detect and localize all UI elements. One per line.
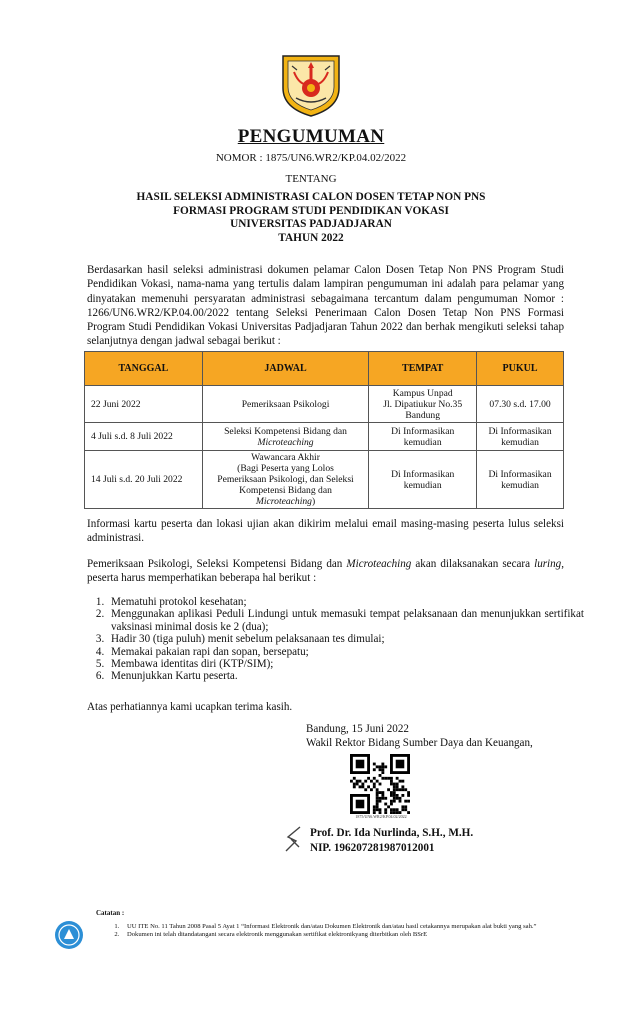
footer-note: 1. UU ITE No. 11 Tahun 2008 Pasal 5 Ayat 1 “Informasi Elektronik dan/atau Dokumen Elektronik dan/atau hasil cetakannya merupakan alat bukti yang sah.” <box>121 923 581 931</box>
table-row <box>85 386 564 423</box>
tempat-line: Kampus Unpad <box>392 387 453 399</box>
signer-position: Wakil Rektor Bidang Sumber Daya dan Keuangan, <box>306 737 533 749</box>
list-item: 4. Memakai pakaian rapi dan sopan, bersepatu; <box>107 646 584 658</box>
schedule-table <box>84 351 564 509</box>
list-item: 6. Menunjukkan Kartu peserta. <box>107 670 584 682</box>
jadwal-italic: Microteaching <box>257 436 314 448</box>
footer-note: 2. Dokumen ini telah ditandatangani secara elektronik menggunakan sertifikat elektronikyang diterbitkan oleh BSrE <box>121 931 581 939</box>
info-kartu-paragraph: Informasi kartu peserta dan lokasi ujian akan dikirim melalui email masing-masing peserta lulus seleksi administrasi. <box>87 518 564 545</box>
heading-line: UNIVERSITAS PADJADJARAN <box>230 218 392 230</box>
footer-label: Catatan : <box>96 909 125 917</box>
list-item: 2. Menggunakan aplikasi Peduli Lindungi untuk memasuki tempat pelaksanaan dan menunjukkan sertifikat vaksinasi minimal dosis ke 2 (dua); <box>107 608 584 633</box>
tempat-line: Jl. Dipatiukur No.35 <box>383 398 463 410</box>
qr-code-icon <box>350 754 410 814</box>
intro-paragraph: Berdasarkan hasil seleksi administrasi dokumen pelamar Calon Dosen Tetap Non PNS Program Studi Pendidikan Vokasi, nama-nama yang tertulis dalam lampiran pengumuman ini adalah para pelamar yang dinyatakan memenuhi persyaratan administrasi sebagaimana tercantum dalam pengumuman Nomor : 1266/UN6.WR2/KP.04.00/2022 tentang Seleksi Penerimaan Calon Dosen Tetap Non PNS Formasi Program Studi Pendidikan Vokasi Universitas Padjadjaran Tahun 2022 dan berhak mengikuti seleksi tahap selanjutnya dengan jadwal sebagai berikut : <box>87 264 564 348</box>
luring-text: akan dilaksanakan secara <box>411 558 535 570</box>
jadwal-line: Wawancara Akhir <box>251 452 320 463</box>
heading-line: HASIL SELEKSI ADMINISTRASI CALON DOSEN TETAP NON PNS <box>136 191 486 203</box>
table-row <box>85 423 564 451</box>
place-date: Bandung, 15 Juni 2022 <box>306 723 409 735</box>
signature-mark-icon <box>282 824 304 854</box>
cell-tanggal: 4 Juli s.d. 8 Juli 2022 <box>85 423 203 451</box>
qr-caption: 1875/UN6.WR2/KP.04.02/2022 <box>355 814 407 819</box>
cell-pukul: Di Informasikan kemudian <box>477 451 564 509</box>
document-number: NOMOR : 1875/UN6.WR2/KP.04.02/2022 <box>215 152 407 164</box>
document-title: PENGUMUMAN <box>237 126 385 147</box>
heading-line: FORMASI PROGRAM STUDI PENDIDIKAN VOKASI <box>173 204 449 217</box>
cell-tempat: Di Informasikan kemudian <box>369 451 477 509</box>
bsre-seal-icon <box>54 920 84 950</box>
list-item: 5. Membawa identitas diri (KTP/SIM); <box>107 658 584 670</box>
luring-text: , peserta harus memperhatikan beberapa hal berikut : <box>87 558 565 585</box>
header-pukul: PUKUL <box>477 352 564 386</box>
header-tanggal: TANGGAL <box>85 352 203 386</box>
header-jadwal: JADWAL <box>202 352 369 386</box>
jadwal-line: Pemeriksaan Psikologi, dan Seleksi <box>217 474 354 485</box>
jadwal-close: ) <box>311 496 316 507</box>
signer-name: Prof. Dr. Ida Nurlinda, S.H., M.H. <box>310 827 474 839</box>
cell-pukul: Di Informasikan kemudian <box>477 423 564 451</box>
signer-block <box>310 826 473 856</box>
jadwal-line: (Bagi Peserta yang Lolos <box>237 463 334 474</box>
signature-block <box>306 722 533 750</box>
jadwal-line: Kompetensi Bidang dan <box>239 485 332 496</box>
luring-italic: Microteaching <box>346 558 412 570</box>
luring-italic: luring <box>534 558 562 570</box>
tempat-line: Bandung <box>405 409 441 421</box>
cell-tempat: Di Informasikan kemudian <box>369 423 477 451</box>
cell-tanggal: 22 Juni 2022 <box>85 386 203 423</box>
cell-jadwal <box>202 451 369 509</box>
footer-notes <box>105 923 581 940</box>
table-row <box>85 451 564 509</box>
requirements-list <box>87 596 584 683</box>
luring-text: Pemeriksaan Psikologi, Seleksi Kompetensi Bidang dan <box>87 558 347 570</box>
list-item: 3. Hadir 30 (tiga puluh) menit sebelum pelaksanaan tes dimulai; <box>107 633 584 645</box>
table-header-row <box>85 352 564 386</box>
closing-text: Atas perhatiannya kami ucapkan terima kasih. <box>87 701 293 713</box>
cell-tempat <box>369 386 477 423</box>
list-item: 1. Mematuhi protokol kesehatan; <box>107 596 584 608</box>
jadwal-italic: Microteaching <box>255 496 312 507</box>
heading-line: TAHUN 2022 <box>278 231 344 244</box>
cell-jadwal: Pemeriksaan Psikologi <box>202 386 369 423</box>
cell-pukul: 07.30 s.d. 17.00 <box>477 386 564 423</box>
jadwal-line <box>206 496 366 507</box>
header-tempat: TEMPAT <box>369 352 477 386</box>
jadwal-line: Seleksi Kompetensi Bidang dan <box>224 425 347 437</box>
cell-tanggal: 14 Juli s.d. 20 Juli 2022 <box>85 451 203 509</box>
cell-jadwal <box>202 423 369 451</box>
signer-nip: NIP. 196207281987012001 <box>310 842 435 854</box>
document-tentang: TENTANG <box>285 173 337 185</box>
document-heading <box>0 191 622 245</box>
luring-paragraph <box>87 557 564 586</box>
university-logo-icon <box>280 52 342 118</box>
